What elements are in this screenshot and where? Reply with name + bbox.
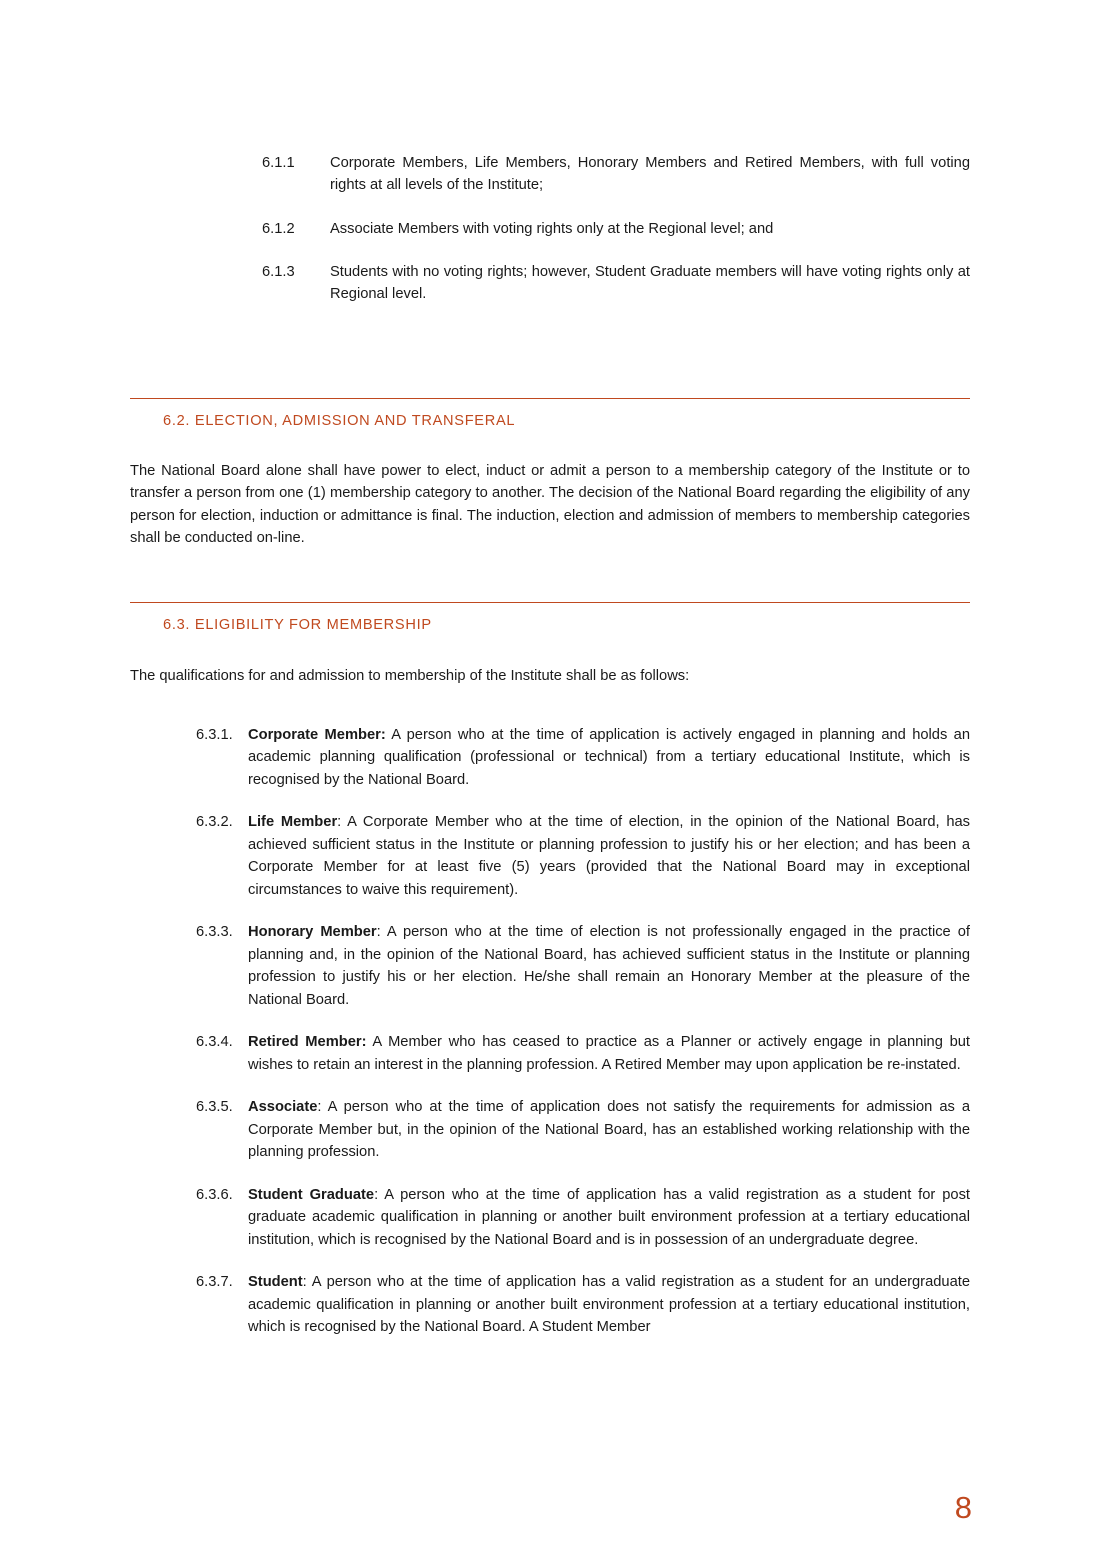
section-title: 6.3. ELIGIBILITY FOR MEMBERSHIP [163, 617, 432, 633]
list-item-term: Student Graduate [248, 1186, 375, 1203]
list-item [196, 1271, 970, 1338]
list-item-text [248, 1184, 970, 1251]
list-item-body: : A Corporate Member who at the time of election, in the opinion of the National Board, has achieved sufficient status in the Institute or planning profession to justify his or her election; and has been a Corporate Member for at least five (5) years (provided that the National Board may in exceptional circumstances to waive this requirement). [248, 814, 971, 898]
list-item [196, 724, 970, 791]
list-item-number: 6.3.3. [196, 924, 233, 941]
clause-item [262, 152, 970, 197]
section-heading-6-2 [130, 398, 970, 429]
list-item [196, 1184, 970, 1251]
section-6-2-paragraph: The National Board alone shall have power to elect, induct or admit a person to a membership category of the Institute or to transfer a person from one (1) membership category to another. The decision of the National Board regarding the eligibility of any person for election, induction or admittance is final. The induction, election and admission of members to membership categories shall be conducted on-line. [130, 463, 970, 547]
list-item-number: 6.3.1. [196, 727, 233, 743]
list-item-body: : A person who at the time of election is not professionally engaged in the practice of planning and, in the opinion of the National Board, has achieved sufficient status in the Institute or planning profession to justify his or her election. He/she shall remain an Honorary Member at the pleasure of the National Board. [248, 924, 970, 1008]
list-item-text [248, 724, 970, 791]
section-title: 6.2. ELECTION, ADMISSION AND TRANSFERAL [163, 413, 516, 429]
list-item-text [248, 1096, 970, 1163]
list-item [196, 1031, 970, 1076]
list-item-term: Associate [248, 1099, 318, 1116]
list-item-body: A Member who has ceased to practice as a Planner or actively engage in planning but wishes to retain an interest in the planning profession. A Retired Member may upon application be re-instated. [248, 1034, 970, 1073]
list-item-text [248, 921, 970, 1011]
list-item-number: 6.3.6. [196, 1186, 233, 1203]
list-item [196, 811, 970, 901]
clause-text: Students with no voting rights; however, Student Graduate members will have voting rights only at Regional level. [330, 264, 970, 303]
clause-list [262, 152, 970, 327]
list-item-text [248, 1271, 970, 1338]
list-item-text [248, 811, 970, 901]
list-item-number: 6.3.7. [196, 1274, 233, 1291]
section-heading-6-3 [130, 602, 970, 633]
list-item-term: Retired Member: [248, 1034, 367, 1051]
list-item-number: 6.3.5. [196, 1099, 233, 1116]
page-number: 8 [954, 1490, 972, 1525]
list-item-number: 6.3.2. [196, 814, 233, 831]
list-item-number: 6.3.4. [196, 1034, 233, 1051]
clause-text: Corporate Members, Life Members, Honorary Members and Retired Members, with full voting rights at all levels of the Institute; [330, 155, 970, 194]
section-6-3-paragraph: The qualifications for and admission to membership of the Institute shall be as follows: [130, 668, 690, 684]
list-item-term: Life Member [248, 814, 338, 831]
list-item-term: Student [248, 1274, 303, 1291]
list-item-body: : A person who at the time of application does not satisfy the requirements for admission as a Corporate Member but, in the opinion of the National Board, has an established working relationship with the planning profession. [248, 1099, 970, 1161]
list-item [196, 921, 970, 1011]
list-item-term: Corporate Member: [248, 727, 386, 743]
clause-number: 6.1.1 [262, 155, 295, 171]
eligibility-list [196, 724, 970, 1359]
clause-text: Associate Members with voting rights only at the Regional level; and [330, 220, 774, 237]
list-item-text [248, 1031, 970, 1076]
list-item-body: : A person who at the time of application has a valid registration as a student for post graduate academic qualification in planning or another built environment profession at a tertiary educational institution, which is recognised by the National Board and is in possession of an undergraduate degree. [248, 1186, 970, 1248]
list-item [196, 1096, 970, 1163]
clause-number: 6.1.3 [262, 264, 295, 281]
list-item-body: : A person who at the time of application has a valid registration as a student for an undergraduate academic qualification in planning or another built environment profession at a tertiary educational institution, which is recognised by the National Board. A Student Member [248, 1274, 970, 1336]
list-item-body: A person who at the time of application is actively engaged in planning and holds an academic planning qualification (professional or technical) from a tertiary educational Institute, which is recognised by the National Board. [248, 727, 970, 788]
clause-item [262, 218, 970, 240]
list-item-term: Honorary Member [248, 924, 377, 941]
clause-number: 6.1.2 [262, 220, 295, 237]
clause-item [262, 261, 970, 306]
